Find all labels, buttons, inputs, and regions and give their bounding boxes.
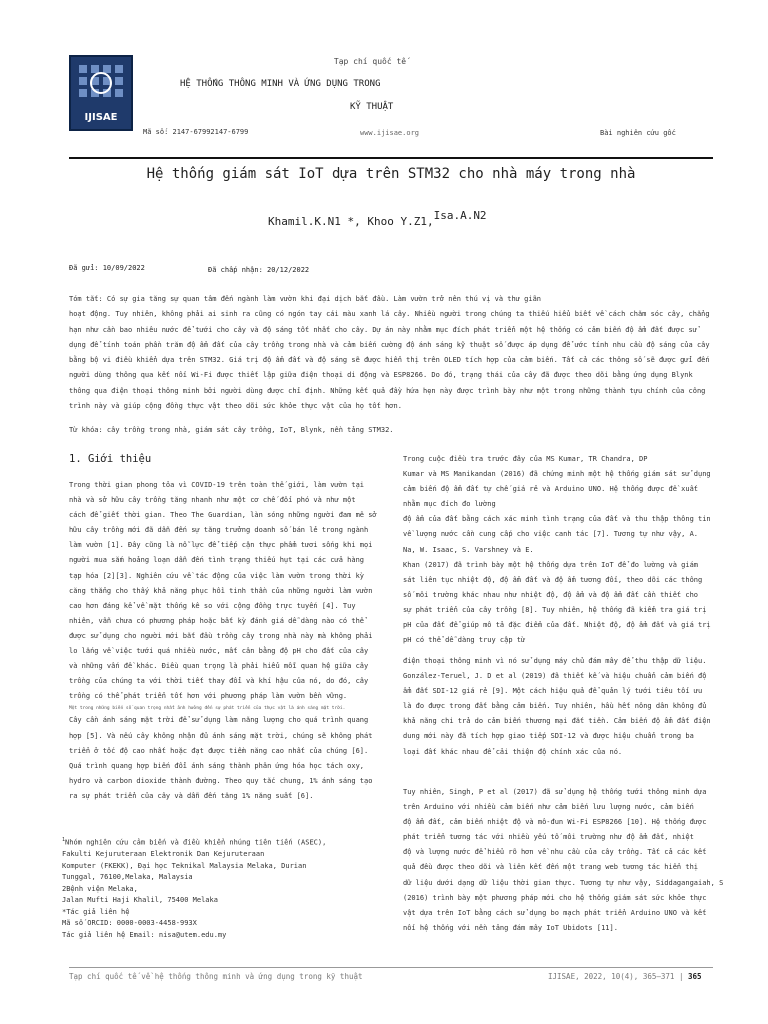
right-column-block-1 <box>403 452 713 648</box>
body-line: tạp hóa [2][3]. Nghiên cứu về tác động của việc làm vườn trong thời kỳ <box>69 571 365 580</box>
right-column-block-2 <box>403 654 713 760</box>
footnote-line: 2Bệnh viện Melaka, <box>62 884 138 893</box>
journal-title-line2: KỸ THUẬT <box>350 102 394 112</box>
body-line: trồng có thể phát triển tốt hơn với phương pháp làm vườn bền vững. <box>69 692 348 701</box>
body-line: nhiên, vẫn chưa có phương pháp hoặc bất kỳ đánh giá dễ dàng nào có thể <box>69 616 365 625</box>
abstract-line: bằng bộ vi điều khiển dựa trên STM32. Giá trị độ ẩm đất và độ sáng sẽ được hiển thị trên OLED tích hợp của cảm biến. Tất cả các thông số sẽ được gửi đến <box>69 356 710 365</box>
body-line: trồng của chúng ta với thời tiết thay đổi và khí hậu của nó, do đó, cây <box>69 677 369 686</box>
body-line: hữu cây trồng mới đã dẫn đến sự tăng trưởng doanh số bán lẻ trong ngành <box>69 526 369 535</box>
body-line: vật dựa trên IoT bằng cách sử dụng bo mạch phát triển Arduino UNO và kết <box>403 908 707 917</box>
body-line: cách để giết thời gian. Theo The Guardian, làn sóng những người đam mê sở <box>69 511 377 520</box>
footer-citation-text: IJISAE, 2022, 10(4), 365–371 <box>548 972 675 981</box>
body-line: Trong thời gian phong tỏa vì COVID-19 trên toàn thế giới, làm vườn tại <box>69 481 365 489</box>
body-line: hợp [5]. Và nếu cây không nhận đủ ánh sáng mặt trời, chúng sẽ không phát <box>69 731 373 740</box>
logo-grid-icon <box>77 63 125 103</box>
body-line: Cây cần ánh sáng mặt trời để sử dụng làm năng lượng cho quá trình quang <box>69 716 369 725</box>
article-title: Hệ thống giám sát IoT dựa trên STM32 cho nhà máy trong nhà <box>146 166 636 182</box>
header-divider <box>69 157 713 159</box>
accepted-date: Đã chấp nhận: 20/12/2022 <box>208 266 310 274</box>
authors-last: Isa.A.N2 <box>433 209 487 222</box>
abstract <box>69 292 713 414</box>
left-column <box>69 478 389 804</box>
body-line: nối hệ thống với nền tảng đám mây IoT Ubidots [11]. <box>403 923 618 932</box>
footer-separator: | <box>678 972 684 981</box>
authors <box>268 209 487 228</box>
section-heading: 1. Giới thiệu <box>69 453 152 465</box>
journal-kicker: Tạp chí quốc tế <box>333 57 407 66</box>
body-line: lo lắng về việc tưới quá nhiều nước, mất cân bằng độ pH cho đất của cây <box>69 647 369 656</box>
footnote-line: Tác giả liên hệ Email: nisa@utem.edu.my <box>62 931 227 940</box>
body-line: độ ẩm đất, cảm biến nhiệt độ và mô-đun Wi-Fi ESP8266 [10]. Hệ thống được <box>403 818 707 827</box>
body-line: ẩm đất SDI-12 giá rẻ [9]. Một cách hiệu quả để quản lý tưới tiêu tối ưu <box>403 687 703 696</box>
body-line: nhằm mục đích đo lường <box>403 500 496 509</box>
right-column-block-3 <box>403 785 724 936</box>
journal-website-link[interactable]: www.ijisae.org <box>360 129 420 137</box>
body-line: dung mới này đã tích hợp giao tiếp SDI-12 và được hiệu chuẩn trong ba <box>403 732 694 741</box>
body-line: nhà và sở hữu cây trồng tăng nhanh như một cơ chế đối phó và như một <box>69 496 356 505</box>
authors-main: Khamil.K.N1 *, Khoo Y.Z1, <box>268 215 434 228</box>
footer-journal-name: Tạp chí quốc tế về hệ thống thông minh và ứng dụng trong kỹ thuật <box>69 972 363 981</box>
article-type: Bài nghiên cứu gốc <box>600 129 676 137</box>
footer-citation <box>548 972 702 981</box>
author-affiliation-footnote <box>62 835 326 942</box>
footer-divider <box>69 967 713 968</box>
body-line: cao hơn đáng kể về mặt thống kê so với cộng đồng trực tuyến [4]. Tuy <box>69 601 356 610</box>
body-line: và những vấn đề khác. Điều quan trọng là phải hiểu mỗi quan hệ giữa cây <box>69 662 369 671</box>
received-date: Đã gửi: 10/09/2022 <box>69 264 145 272</box>
body-line: triển ở tốc độ cao nhất hoặc đạt được tiềm năng cao nhất của chúng [6]. <box>69 746 369 755</box>
body-line: Na, W. Isaac, S. Varshney và E. <box>403 545 534 554</box>
abstract-line: hoạt động. Tuy nhiên, không phải ai sinh ra cũng có ngón tay cái màu xanh lá cây. Nhiều người trong chúng ta thiếu hiểu biết về cách chăm sóc cây, chẳng <box>69 310 710 319</box>
page-number: 365 <box>687 972 702 981</box>
body-line: độ và lượng nước để hiểu rõ hơn về nhu cầu của cây trồng. Tất cả các kết <box>403 848 707 857</box>
body-line: dữ liệu dưới dạng dữ liệu thời gian thực. Tương tự như vậy, Siddagangaiah, S <box>403 878 724 887</box>
body-line: hydro và carbon dioxide thành đường. Theo quy tắc chung, 1% ánh sáng tạo <box>69 776 373 785</box>
footnote-text: Nhóm nghiên cứu cảm biến và điều khiển nhúng tiên tiến (ASEC), <box>65 838 327 847</box>
body-line: điện thoại thông minh vì nó sử dụng máy chủ đám mây để thu thập dữ liệu. <box>403 657 707 665</box>
body-line: loại đất khác nhau để cải thiện độ chính xác của nó. <box>403 747 623 756</box>
body-line: Quá trình quang hợp biến đổi ánh sáng thành phân ứng hóa học tách oxy, <box>69 761 365 770</box>
abstract-line: hạn như cần bao nhiêu nước để tưới cho cây và độ sáng tốt nhất cho cây. Dự án này nhằm mục đích phát triển một hệ thống có cảm biến độ ẩm đất được sử <box>69 325 697 334</box>
body-line: phát triển tương tác với nhiều yếu tố môi trường như độ ẩm đất, nhiệt <box>403 833 694 842</box>
body-line: Trong cuộc điều tra trước đây của MS Kumar, TR Chandra, DP <box>403 455 648 463</box>
abstract-line: trình này và giúp cộng đồng thực vật theo dõi sức khỏe thực vật của họ tốt hơn. <box>69 402 402 411</box>
body-line: González-Teruel, J. D et al (2019) đã thiết kế và hiệu chuẩn cảm biến độ <box>403 672 707 681</box>
body-line: số môi trường khác nhau như nhiệt độ, độ ẩm và độ ẩm đất cần thiết cho <box>403 590 699 599</box>
footnote-marker: 1 <box>62 837 66 843</box>
body-line: pH của đất để giúp mô tả đặc điểm của đất. Nhiệt độ, độ ẩm đất và giá trị <box>403 621 711 630</box>
footnote-line: *Tác giả liên hệ <box>62 907 130 916</box>
logo-text: IJISAE <box>84 112 118 123</box>
footnote-line: Jalan Mufti Haji Khalil, 75400 Melaka <box>62 896 218 905</box>
issn: Mã số: 2147-67992147-6799 <box>143 128 249 136</box>
body-line: làm vườn [1]. Đây cũng là nỗ lực để tiếp cận thực phẩm tươi sống khi mọi <box>69 541 373 550</box>
body-line: độ ẩm của đất bằng cách xác minh tình trạng của đất và thu thập thông tin <box>403 515 711 524</box>
keywords: Từ khóa: cây trồng trong nhà, giám sát cây trồng, IoT, Blynk, nền tảng STM32. <box>69 426 394 434</box>
body-small-line: Một trong những biến số quan trọng nhất ảnh hưởng đến sự phát triển của thực vật là ánh sáng mặt trời. <box>69 706 346 712</box>
body-line: Kumar và MS Manikandan (2016) đã chứng minh một hệ thống giám sát sử dụng <box>403 470 711 479</box>
body-line: người mua sắm hoảng loạn dẫn đến tình trạng thiếu hụt tại các cửa hàng <box>69 556 365 565</box>
body-line: pH có thể dễ dàng truy cập từ <box>403 636 526 645</box>
abstract-line: dụng để tính toán phần trăm độ ẩm đất của cây trồng trong nhà và cảm biến cường độ ánh sáng kỹ thuật số được áp dụng để ước tính nhu cầu độ sáng của cây <box>69 340 710 349</box>
body-line: về lượng nước cần cung cấp cho việc canh tác [7]. Tương tự như vậy, A. <box>403 530 699 539</box>
body-line: được sử dụng cho người mới bắt đầu trồng cây trong nhà này mà không phải <box>69 631 373 640</box>
footnote-line: Fakulti Kejuruteraan Elektronik Dan Kejuruteraan <box>62 849 265 858</box>
body-line: căng thẳng cho thấy khả năng phục hồi tinh thần của những người làm vườn <box>69 586 373 595</box>
body-line: là đo được trong đất bằng cảm biến. Tuy nhiên, hầu hết nông dân không đủ <box>403 702 707 711</box>
body-line: trên Arduino với nhiều cảm biến như cảm biến lưu lượng nước, cảm biến <box>403 803 694 812</box>
footnote-line <box>62 835 326 849</box>
abstract-line: người dùng thông qua kết nối Wi-Fi được thiết lập giữa điện thoại di động và ESP8266. Do đó, trạng thái của cây đã được theo dõi bằng ứng dụng Blynk <box>69 371 693 380</box>
footnote-line: Komputer (FKEKK), Đại học Teknikal Malaysia Melaka, Durian <box>62 861 307 870</box>
journal-title-line1: HỆ THỐNG THÔNG MINH VÀ ỨNG DỤNG TRONG <box>180 79 381 89</box>
body-line: Tuy nhiên, Singh, P et al (2017) đã sử dụng hệ thống tưới thông minh dựa <box>403 788 707 796</box>
body-line: Khan (2017) đã trình bày một hệ thống dựa trên IoT để đo lường và giám <box>403 560 699 569</box>
body-line: khả năng chi trả do cảm biến thương mại đắt tiền. Cảm biến độ ẩm đất điện <box>403 717 711 726</box>
body-line: cảm biến độ ẩm đất tự chế giá rẻ và Arduino UNO. Hệ thống được đề xuất <box>403 485 699 494</box>
body-line: (2016) trình bày một phương pháp mới cho hệ thống giám sát sức khỏe thực <box>403 893 707 902</box>
footnote-line: Tunggal, 76100,Melaka, Malaysia <box>62 873 193 882</box>
abstract-line: Tóm tắt: Có sự gia tăng sự quan tâm đến ngành làm vườn khi đại dịch bắt đầu. Làm vườn trở nên thú vị và thư giãn <box>69 295 542 303</box>
body-line: ra sự phát triển của cây và dẫn đến tăng 1% năng suất [6]. <box>69 791 314 800</box>
abstract-line: thông qua điện thoại thông minh bởi người dùng được chỉ định. Những kết quả đầy hứa hẹn này được trình bày như một trong những thành tựu chính của công <box>69 386 706 395</box>
body-line: sát liên tục nhiệt độ, độ ẩm đất và độ ẩm tương đối, theo dõi các thông <box>403 575 703 584</box>
journal-logo <box>69 55 133 131</box>
footnote-line: Mã số ORCID: 0000-0003-4458-993X <box>62 919 197 928</box>
body-line: sự phát triển của cây trồng [8]. Tuy nhiên, hệ thống đã kiểm tra giá trị <box>403 605 707 614</box>
body-line: quả đều được theo dõi và liên kết đến một trang web tương tác hiển thị <box>403 863 699 872</box>
